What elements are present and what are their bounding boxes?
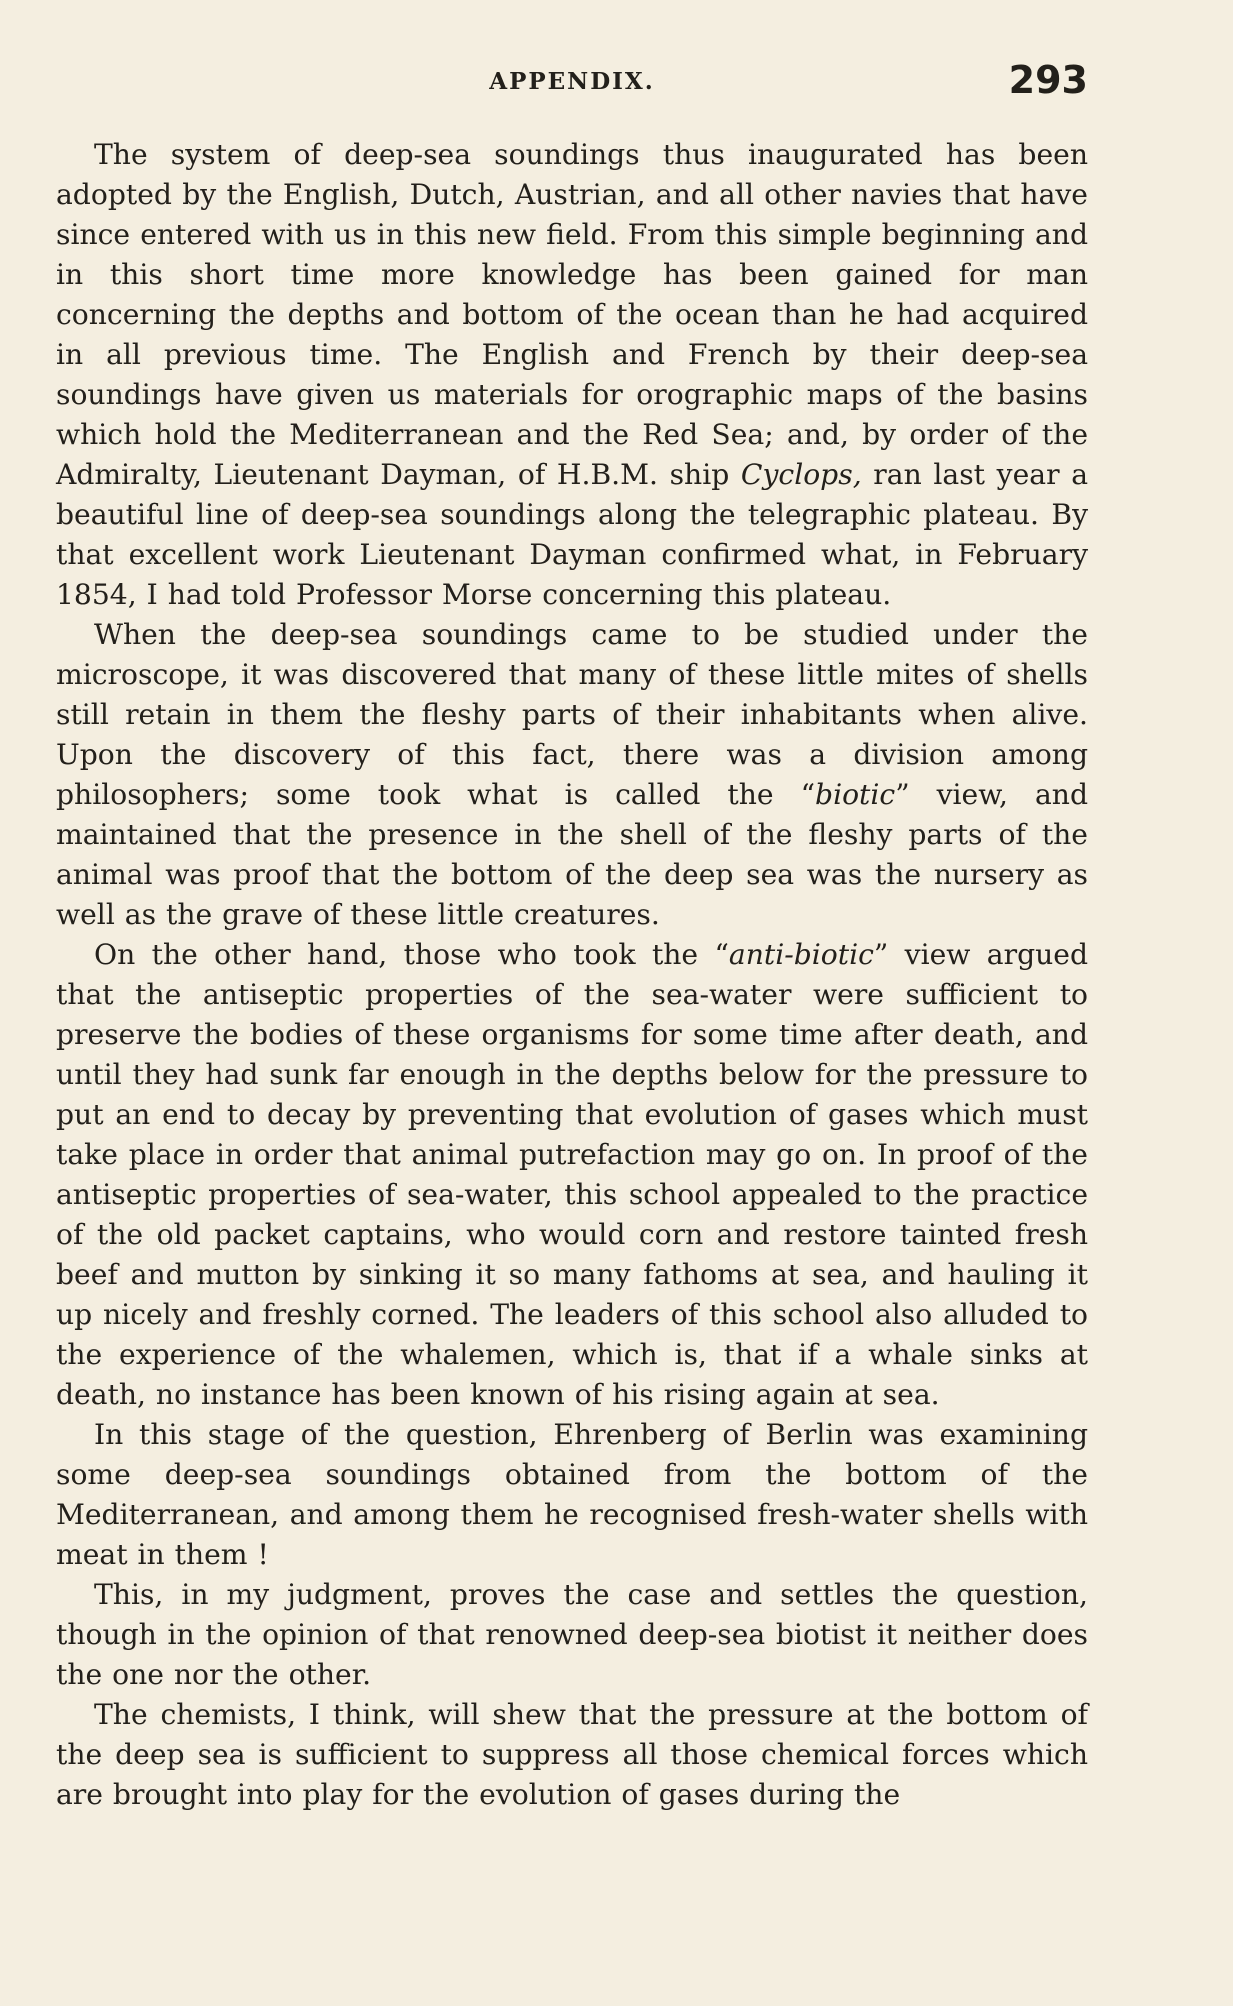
paragraph-biotic-view [56,615,1088,935]
paragraph-text: The chemists, I think, will shew that the pressure at the bottom of the deep sea is sufficient to suppress all those chemical forces which are brought into play for the evolution of gases during the [56,1698,1088,1811]
paragraph-text: On the other hand, those who took the “ [94,938,729,971]
running-head: APPENDIX. [489,68,655,95]
ship-name-italic: Cyclops, [740,458,862,491]
paragraph-text: When the deep-sea soundings came to be studied under the microscope, it was discovered that many of these little mites of shells still retain in them the fleshy parts of their inhabitants when alive. Upon the discovery of this fact, there was a division among philosophers; some took what is called the “ [56,618,1088,811]
page-number: 293 [1008,58,1088,102]
biotic-term-italic: biotic [815,778,896,811]
paragraph-text: ” view argued that the antiseptic properties of the sea-water were sufficient to preserve the bodies of these organisms for some time after death, and until they had sunk far enough in the depths below for the pressure to put an end to decay by preventing that evolution of gases which must take place in order that animal putrefaction may go on. In proof of the antiseptic properties of sea-water, this school appealed to the practice of the old packet captains, who would corn and restore tainted fresh beef and mutton by sinking it so many fathoms at sea, and hauling it up nicely and freshly corned. The leaders of this school also alluded to the experience of the whalemen, which is, that if a whale sinks at death, no instance has been known of his rising again at sea. [56,938,1088,1411]
paragraph-ehrenberg [56,1415,1088,1575]
paragraph-text: ” view, and maintained that the presence in the shell of the fleshy parts of the animal was proof that the bottom of the deep sea was the nursery as well as the grave of these little creatures. [56,778,1088,931]
anti-biotic-term-italic: anti-biotic [728,938,874,971]
paragraph-text: The system of deep-sea soundings thus inaugurated has been adopted by the English, Dutch, Austrian, and all other navies that have since entered with us in this new field. From this simple beginning and in this short time more knowledge has been gained for man concerning the depths and bottom of the ocean than he had acquired in all previous time. The English and French by their deep-sea soundings have given us materials for orographic maps of the basins which hold the Mediterranean and the Red Sea; and, by order of the Admiralty, Lieutenant Dayman, of H.B.M. ship [56,138,1088,491]
paragraph-soundings-adopted [56,135,1088,615]
paragraph-judgment [56,1575,1088,1695]
paragraph-text: ran last year a beautiful line of deep-sea soundings along the telegraphic plateau. By that excellent work Lieutenant Dayman confirmed what, in February 1854, I had told Professor Morse concerning this plateau. [56,458,1088,611]
paragraph-chemists [56,1695,1088,1815]
paragraph-text: In this stage of the question, Ehrenberg of Berlin was examining some deep-sea soundings obtained from the bottom of the Mediterranean, and among them he recognised fresh-water shells with meat in them ! [56,1418,1088,1571]
page-header [56,58,1088,108]
body-text [56,135,1088,1815]
paragraph-text: This, in my judgment, proves the case and settles the question, though in the opinion of that renowned deep-sea biotist it neither does the one nor the other. [56,1578,1088,1691]
paragraph-anti-biotic-view [56,935,1088,1415]
